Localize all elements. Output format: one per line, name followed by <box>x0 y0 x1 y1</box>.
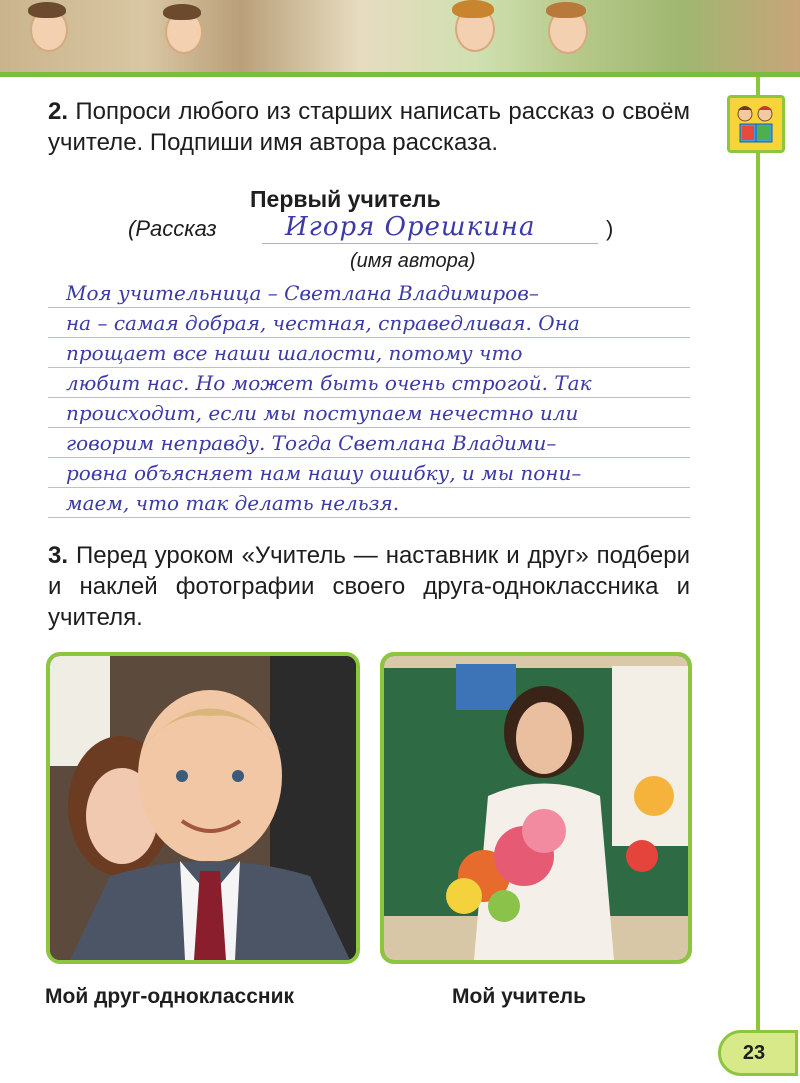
header-illustration <box>0 0 800 77</box>
author-suffix: ) <box>606 216 614 241</box>
handwritten-line: ровна объясняет нам нашу ошибку, и мы пони– <box>48 458 690 488</box>
task-3-number: 3. <box>48 542 69 569</box>
page-margin-line <box>756 77 760 1037</box>
handwritten-line: Моя учительница – Светлана Владимиров– <box>48 278 690 308</box>
task-2-number: 2. <box>48 98 69 125</box>
task-2 <box>48 96 690 158</box>
task-3 <box>48 540 690 633</box>
child-hair-illustration <box>546 2 586 18</box>
child-hair-illustration <box>452 0 494 18</box>
handwritten-line: прощает все наши шалости, потому что <box>48 338 690 368</box>
children-reading-book-icon <box>727 95 785 153</box>
child-hair-illustration <box>163 4 201 20</box>
handwritten-line: маем, что так делать нельзя. <box>48 488 690 518</box>
author-fill-line <box>262 243 598 244</box>
child-hair-illustration <box>28 2 66 18</box>
task-3-text: Перед уроком «Учитель — наставник и друг» подбери и наклей фотографии своего друга-одноклассника и учителя. <box>48 542 691 631</box>
teacher-photo <box>380 652 692 964</box>
teacher-caption: Мой учитель <box>452 985 587 1008</box>
handwritten-line: происходит, если мы поступаем нечестно или <box>48 398 690 428</box>
author-note: (имя автора) <box>350 250 476 272</box>
task-2-text: Попроси любого из старших написать рассказ о своём учителе. Подпиши имя автора рассказа. <box>48 98 690 156</box>
handwritten-story <box>48 278 690 518</box>
handwritten-line: на – самая добрая, честная, справедливая. Она <box>48 308 690 338</box>
story-title: Первый учитель <box>250 186 441 212</box>
page-number: 23 <box>718 1030 798 1076</box>
handwritten-line: говорим неправду. Тогда Светлана Владими– <box>48 428 690 458</box>
handwritten-line: любит нас. Но может быть очень строгой. Так <box>48 368 690 398</box>
friend-photo <box>46 652 360 964</box>
author-name-handwritten: Игоря Орешкина <box>285 212 536 242</box>
friend-caption: Мой друг-одноклассник <box>45 985 295 1008</box>
author-prefix: (Рассказ <box>128 216 217 241</box>
